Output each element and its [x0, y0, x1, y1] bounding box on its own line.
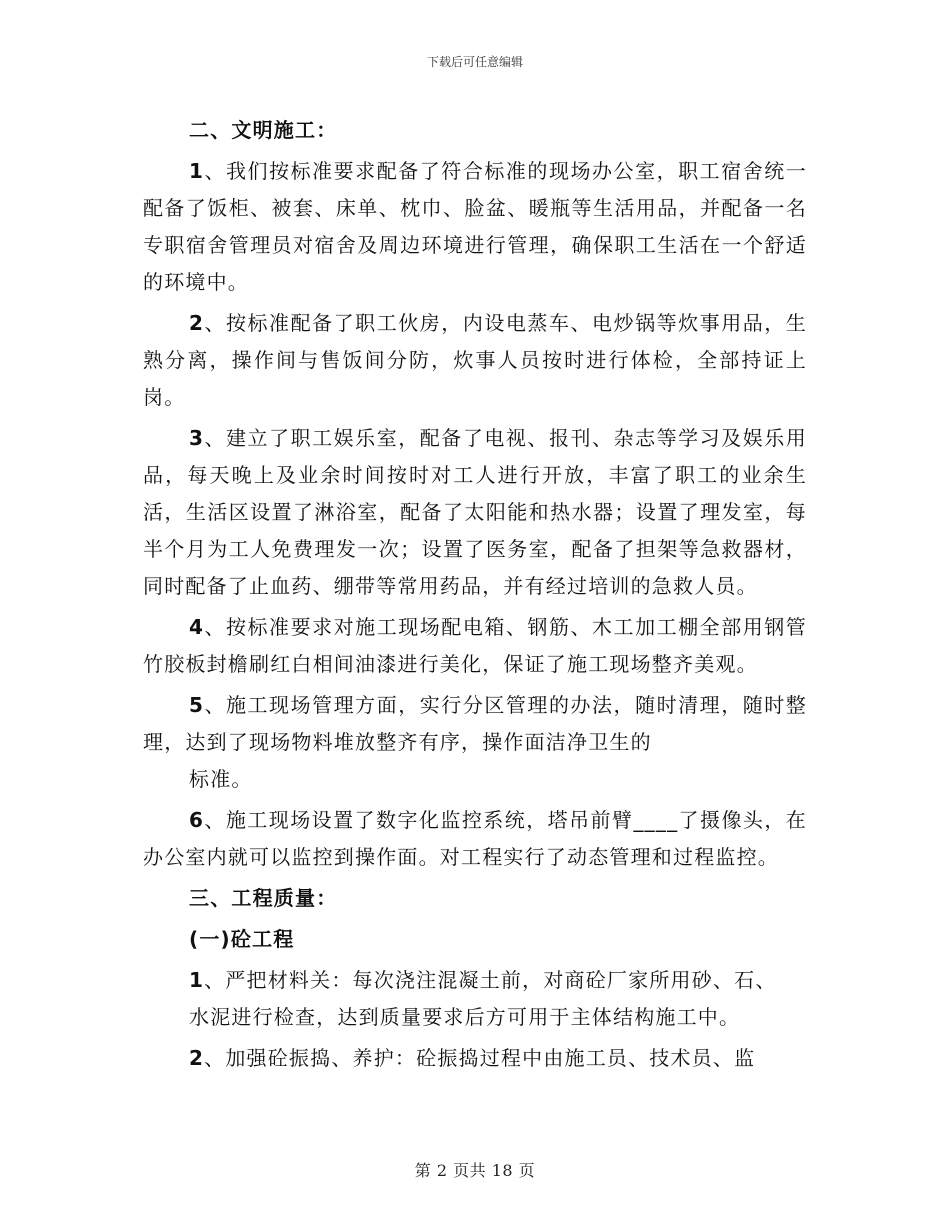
section-heading-quality: [143, 880, 807, 917]
page-footer: 第 2 页共 18 页: [414, 1161, 536, 1180]
item-number: 2: [189, 311, 205, 335]
paragraph-text: 、施工现场管理方面，实行分区管理的办法，随时清理，随时整理，达到了现场物料堆放整齐有序，操作面洁净卫生的: [143, 693, 807, 754]
paragraph-text: 、加强砼振捣、养护：砼振捣过程中由施工员、技术员、监: [204, 1046, 756, 1070]
paragraph-civil-5: [143, 687, 807, 761]
paragraph-text: 水泥进行检查，达到质量要求后方可用于主体结构施工中。: [189, 1005, 741, 1029]
header-note: 下载后可任意编辑: [426, 55, 523, 69]
item-number: 1: [189, 968, 205, 992]
paragraph-quality-1: [143, 962, 807, 999]
paragraph-text: 、按标准配备了职工伙房，内设电蒸车、电炒锅等炊事用品，生熟分离，操作间与售饭间分防，炊事人员按时进行体检，全部持证上岗。: [143, 311, 807, 409]
paragraph-civil-5-continuation: [143, 761, 807, 798]
item-number: 5: [189, 693, 205, 717]
item-number: 4: [189, 615, 205, 639]
paragraph-civil-1: [143, 153, 807, 301]
document-body: [143, 112, 807, 1077]
fill-in-blank: ____: [633, 808, 679, 832]
paragraph-text: 、按标准要求对施工现场配电箱、钢筋、木工加工棚全部用钢管竹胶板封檐刷红白相间油漆进行美化，保证了施工现场整齐美观。: [143, 615, 807, 676]
paragraph-text: 标准。: [189, 767, 253, 791]
section-heading-civil: [143, 112, 807, 149]
paragraph-civil-3: [143, 420, 807, 605]
paragraph-text: 、我们按标准要求配备了符合标准的现场办公室，职工宿舍统一配备了饭柜、被套、床单、枕巾、脸盆、暖瓶等生活用品，并配备一名专职宿舍管理员对宿舍及周边环境进行管理，确保职工生活在一个舒适的环境中。: [143, 159, 807, 294]
subheading-concrete: [143, 921, 807, 958]
paragraph-text: 、施工现场设置了数字化监控系统，塔吊前臂: [204, 808, 634, 832]
item-number: 6: [189, 808, 205, 832]
paragraph-civil-4: [143, 609, 807, 683]
paragraph-quality-2: [143, 1040, 807, 1077]
item-number: 3: [189, 426, 205, 450]
section-heading-quality-text: 三、工程质量：: [189, 886, 338, 910]
paragraph-text: 了摄像头，在办公室内就可以监控到操作面。对工程实行了动态管理和过程监控。: [143, 808, 808, 869]
paragraph-quality-1-line2: [143, 999, 807, 1036]
item-number: 2: [189, 1046, 205, 1070]
paragraph-text: 、建立了职工娱乐室，配备了电视、报刊、杂志等学习及娱乐用品，每天晚上及业余时间按时对工人进行开放，丰富了职工的业余生活，生活区设置了淋浴室，配备了太阳能和热水器；设置了理发室，每半个月为工人免费理发一次；设置了医务室，配备了担架等急救器材，同时配备了止血药、绷带等常用药品，并有经过培训的急救人员。: [143, 426, 807, 598]
item-number: 1: [189, 159, 205, 183]
section-heading-civil-text: 二、文明施工：: [189, 118, 338, 142]
paragraph-text: 、严把材料关：每次浇注混凝土前，对商砼厂家所用砂、石、: [204, 968, 777, 992]
subheading-concrete-text: (一)砼工程: [189, 927, 295, 951]
paragraph-civil-6: [143, 802, 807, 876]
paragraph-civil-2: [143, 305, 807, 416]
